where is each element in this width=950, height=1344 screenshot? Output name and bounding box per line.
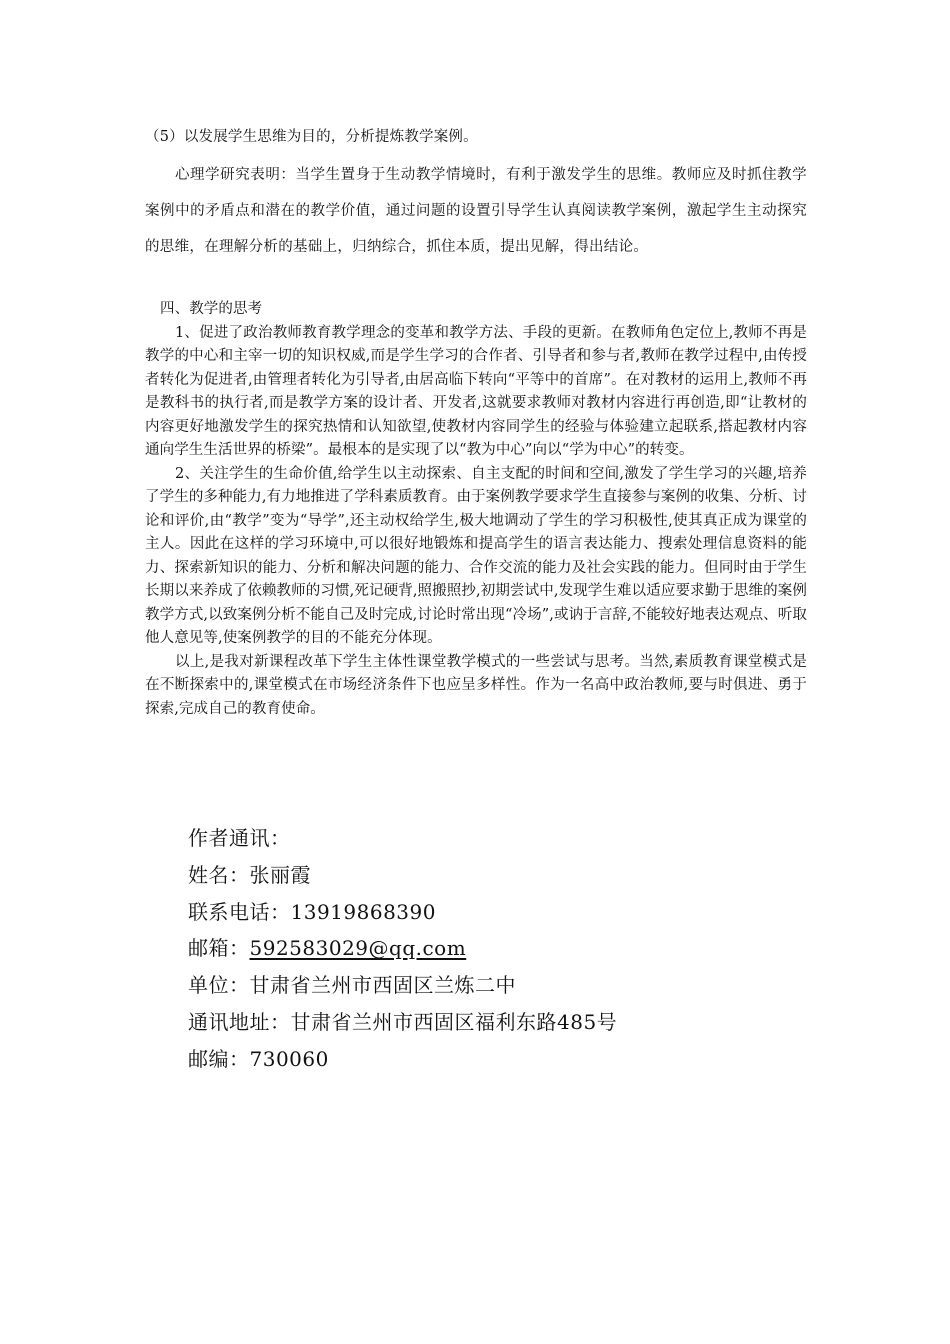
address-value: 甘肃省兰州市西固区福利东路485号	[290, 1009, 618, 1034]
unit-value: 甘肃省兰州市西固区兰炼二中	[249, 973, 516, 998]
contact-phone	[188, 894, 788, 931]
postcode-label: 邮编：	[188, 1046, 250, 1071]
section-4-heading: 四、教学的思考	[160, 301, 263, 317]
contact-email	[188, 930, 788, 967]
section-5-heading: （5）以发展学生思维为目的，分析提炼教学案例。	[145, 129, 478, 145]
section-4	[145, 298, 807, 721]
contact-name	[188, 857, 788, 894]
contact-postcode	[188, 1041, 788, 1078]
phone-label: 联系电话：	[188, 899, 291, 924]
contact-title: 作者通讯：	[188, 826, 291, 850]
address-label: 通讯地址：	[188, 1009, 291, 1034]
postcode-value: 730060	[249, 1046, 329, 1071]
author-contact	[188, 820, 788, 1078]
section-5-body: 心理学研究表明：当学生置身于生动教学情境时，有利于激发学生的思维。教师应及时抓住教学案例中的矛盾点和潜在的教学价值，通过问题的设置引导学生认真阅读教学案例，激起学生主动探究的思维，在理解分析的基础上，归纳综合，抓住本质，提出见解，得出结论。	[145, 167, 807, 255]
unit-label: 单位：	[188, 973, 250, 998]
section-4-paragraph-3: 以上,是我对新课程改革下学生主体性课堂教学模式的一些尝试与思考。当然,素质教育课堂模式是在不断探索中的,课堂模式在市场经济条件下也应呈多样性。作为一名高中政治教师,要与时俱进、勇于探索,完成自己的教育使命。	[145, 653, 807, 717]
email-link[interactable]: 592583029@qq.com	[249, 936, 467, 961]
contact-address	[188, 1004, 788, 1041]
section-4-paragraph-2: 2、关注学生的生命价值,给学生以主动探索、自主支配的时间和空间,激发了学生学习的兴趣,培养了学生的多种能力,有力地推进了学科素质教育。由于案例教学要求学生直接参与案例的收集、分析、讨论和评价,由“教学”变为“导学”,还主动权给学生,极大地调动了学生的学习积极性,使其真正成为课堂的主人。因此在这样的学习环境中,可以很好地锻炼和提高学生的语言表达能力、搜索处理信息资料的能力、探索新知识的能力、分析和解决问题的能力、合作交流的能力及社会实践的能力。但同时由于学生长期以来养成了依赖教师的习惯,死记硬背,照搬照抄,初期尝试中,发现学生难以适应要求勤于思维的案例教学方式,以致案例分析不能自己及时完成,讨论时常出现“冷场”,或讷于言辞,不能较好地表达观点、听取他人意见等,使案例教学的目的不能充分体现。	[145, 465, 807, 646]
name-label: 姓名：	[188, 862, 250, 887]
section-4-paragraph-1: 1、促进了政治教师教育教学理念的变革和教学方法、手段的更新。在教师角色定位上,教师不再是教学的中心和主宰一切的知识权威,而是学生学习的合作者、引导者和参与者,教师在教学过程中,由传授者转化为促进者,由管理者转化为引导者,由居高临下转向“平等中的首席”。在对教材的运用上,教师不再是教科书的执行者,而是教学方案的设计者、开发者,这就要求教师对教材内容进行再创造,即“让教材的内容更好地激发学生的探究热情和认知欲望,使教材内容同学生的经验与体验建立起联系,搭起教材内容通向学生生活世界的桥梁”。最根本的是实现了以“教为中心”向以“学为中心”的转变。	[145, 324, 807, 458]
name-value: 张丽霞	[249, 862, 311, 887]
phone-value: 13919868390	[290, 899, 436, 924]
email-label: 邮箱：	[188, 936, 250, 961]
contact-unit	[188, 967, 788, 1004]
